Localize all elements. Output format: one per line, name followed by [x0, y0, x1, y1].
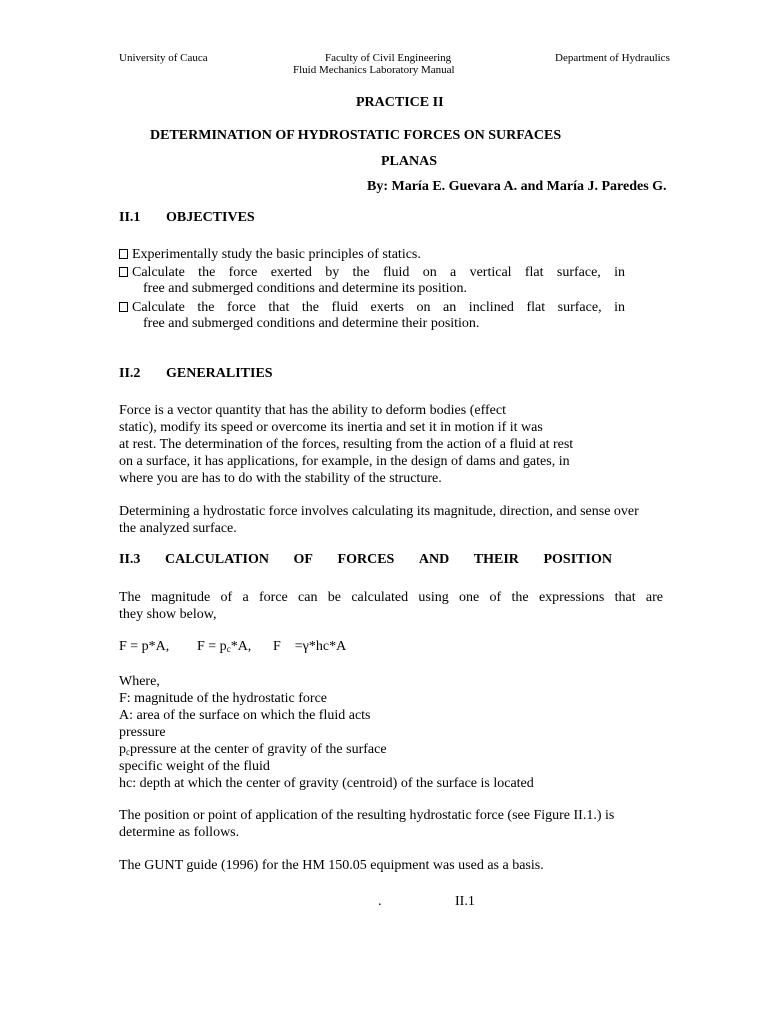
- paragraph-basis: The GUNT guide (1996) for the HM 150.05 equipment was used as a basis.: [119, 858, 544, 873]
- definitions-list: [119, 673, 534, 792]
- formula-specific-weight: F =γ*hc*A: [273, 639, 347, 654]
- checkbox-bullet-icon: [119, 249, 128, 259]
- main-title-line1: DETERMINATION OF HYDROSTATIC FORCES ON SURFACES: [150, 128, 562, 143]
- paragraph-force-definition: Force is a vector quantity that has the ability to deform bodies (effect static), modify its speed or overcome its inertia and set it in motion if it was at rest. The determination of the forces, resulting from the action of a fluid at rest on a surface, it has applications, for example, in the design of dams and gates, in where you are has to do with the stability of the structure.: [119, 403, 574, 486]
- section-title: OBJECTIVES: [166, 210, 255, 225]
- checkbox-bullet-icon: [119, 267, 128, 277]
- paragraph-hydrostatic-force: Determining a hydrostatic force involves calculating its magnitude, direction, and sense over the analyzed surface.: [119, 504, 639, 536]
- objective-item: Experimentally study the basic principles of statics.: [119, 247, 421, 263]
- formula-pressure-area: F = p*A,: [119, 639, 170, 654]
- section-number: II.2: [119, 366, 141, 381]
- section-calculation-heading: II.3 CALCULATION OF FORCES AND THEIR POSITION: [119, 552, 612, 567]
- checkbox-bullet-icon: [119, 302, 128, 312]
- section-objectives-heading: [119, 210, 255, 226]
- formula-centroid-pressure: $F = p_c*A$,: [197, 639, 252, 654]
- practice-title: PRACTICE II: [356, 95, 444, 110]
- definition-item: $p_cpressure$ at the center of gravity of the surface: [119, 742, 387, 757]
- section-number: II.1: [119, 210, 141, 225]
- definition-item: specific weight of the fluid: [119, 759, 270, 774]
- header-faculty: Faculty of Civil Engineering: [325, 52, 452, 64]
- section-number: II.3: [119, 552, 141, 567]
- definition-item: pressure: [119, 725, 166, 740]
- formula-line: [119, 639, 169, 655]
- header-university: University of Cauca: [119, 52, 208, 64]
- main-title-line2: PLANAS: [381, 154, 438, 169]
- section-title: GENERALITIES: [166, 366, 273, 381]
- footer-dot: .: [378, 894, 382, 909]
- definition-item: A: area of the surface on which the fluid acts: [119, 708, 371, 723]
- header-manual: Fluid Mechanics Laboratory Manual: [293, 64, 455, 76]
- header-department: Department of Hydraulics: [555, 52, 670, 64]
- objective-item: Calculate the force that the fluid exerts on an inclined flat surface, in free and submerged conditions and determine their position.: [119, 300, 625, 332]
- paragraph-magnitude-intro: The magnitude of a force can be calculated using one of the expressions that are they show below,: [119, 590, 663, 622]
- page-number: II.1: [455, 894, 475, 909]
- objective-item: Calculate the force exerted by the fluid on a vertical flat surface, in free and submerged conditions and determine its position.: [119, 265, 625, 297]
- authors: By: María E. Guevara A. and María J. Paredes G.: [367, 179, 667, 194]
- where-label: Where,: [119, 674, 160, 689]
- definition-item: F: magnitude of the hydrostatic force: [119, 691, 327, 706]
- section-generalities-heading: [119, 366, 273, 382]
- paragraph-position: The position or point of application of the resulting hydrostatic force (see Figure II.1.) is determine as follows.: [119, 808, 615, 840]
- definition-item: hc: depth at which the center of gravity (centroid) of the surface is located: [119, 776, 534, 791]
